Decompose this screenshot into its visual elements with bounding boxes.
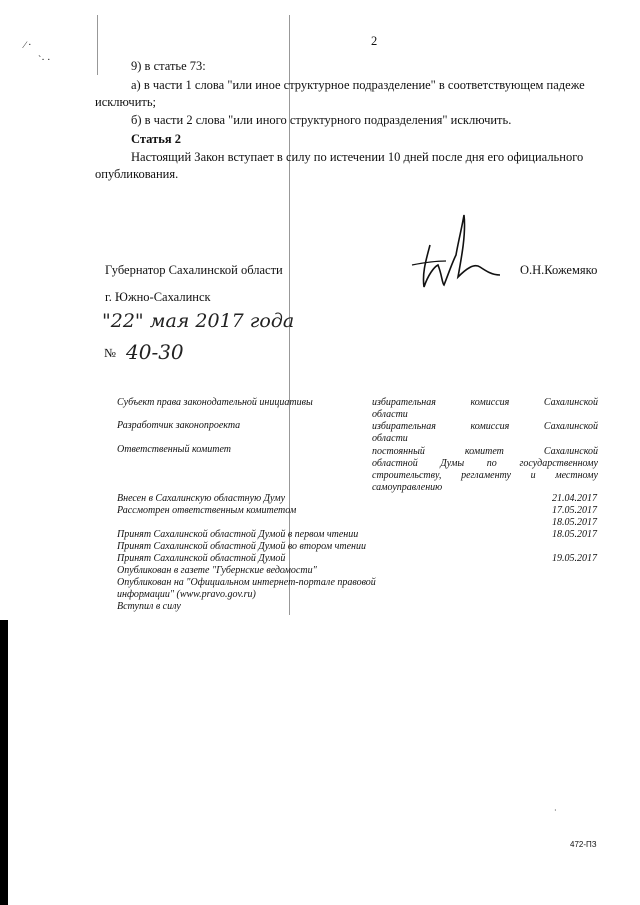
footer-code: 472-ПЗ — [570, 840, 597, 849]
committee-value-line4: самоуправлению — [372, 482, 443, 493]
scan-edge-shadow — [0, 620, 8, 905]
scan-speck-mark: `· · — [38, 55, 51, 66]
history-row — [117, 529, 597, 541]
history-label: информации" (www.pravo.gov.ru) — [117, 589, 256, 600]
subject-label: Субъект права законодательной инициативы — [117, 397, 313, 408]
history-label: Опубликован в газете "Губернские ведомости" — [117, 565, 317, 576]
number-prefix: № — [104, 346, 116, 360]
developer-value-line1: избирательная комиссия Сахалинской — [372, 421, 598, 432]
history-date: 18.05.2017 — [552, 529, 597, 540]
article-text-line2: опубликования. — [95, 167, 179, 181]
history-date: 19.05.2017 — [552, 553, 597, 564]
signatory-position: Губернатор Сахалинской области — [105, 263, 283, 277]
history-row — [117, 553, 597, 565]
history-row — [117, 493, 597, 505]
committee-value-line1: постоянный комитет Сахалинской — [372, 446, 598, 457]
history-label: Принят Сахалинской областной Думой во втором чтении — [117, 541, 367, 552]
scan-speck-mark: · — [554, 806, 557, 815]
committee-value-line2: областной Думы по государственному — [372, 458, 598, 469]
history-row — [117, 577, 597, 589]
committee-value-line3: строительству, регламенту и местному — [372, 470, 598, 481]
committee-label: Ответственный комитет — [117, 444, 231, 455]
developer-value-line2: области — [372, 433, 408, 444]
scan-speck-mark: ∕ · — [24, 40, 32, 51]
handwritten-signature — [408, 205, 508, 300]
article-title: Статья 2 — [131, 132, 181, 146]
history-date: 18.05.2017 — [552, 517, 597, 528]
article-text-line1: Настоящий Закон вступает в силу по истечении 10 дней после дня его официального — [131, 150, 584, 164]
item-a-line1: а) в части 1 слова "или иное структурное подразделение" в соответствующем падеже — [131, 78, 585, 92]
item-a-line2: исключить; — [95, 95, 157, 109]
history-row — [117, 601, 597, 613]
scan-edge-line — [97, 15, 98, 75]
subject-value-line1: избирательная комиссия Сахалинской — [372, 397, 598, 408]
place: г. Южно-Сахалинск — [105, 290, 211, 304]
history-row — [117, 589, 597, 601]
history-date: 21.04.2017 — [552, 493, 597, 504]
handwritten-date: "22" мая 2017 года — [102, 310, 295, 332]
history-label: Принят Сахалинской областной Думой в первом чтении — [117, 529, 359, 540]
history-row — [117, 517, 597, 529]
history-row — [117, 505, 597, 517]
history-row — [117, 565, 597, 577]
history-label: Рассмотрен ответственным комитетом — [117, 505, 297, 516]
developer-label: Разработчик законопроекта — [117, 420, 241, 431]
history-label: Опубликован на "Официальном интернет-портале правовой — [117, 577, 376, 588]
history-label: Вступил в силу — [117, 601, 181, 612]
legislative-history — [117, 493, 597, 613]
item-9: 9) в статье 73: — [131, 59, 206, 73]
handwritten-number: 40-30 — [126, 340, 184, 364]
item-b: б) в части 2 слова "или иного структурного подразделения" исключить. — [131, 113, 512, 127]
history-date: 17.05.2017 — [552, 505, 597, 516]
page-number: 2 — [371, 34, 378, 48]
history-row — [117, 541, 597, 553]
signatory-name: О.Н.Кожемяко — [520, 263, 598, 277]
subject-value-line2: области — [372, 409, 408, 420]
history-label: Внесен в Сахалинскую областную Думу — [117, 493, 286, 504]
history-label: Принят Сахалинской областной Думой — [117, 553, 286, 564]
